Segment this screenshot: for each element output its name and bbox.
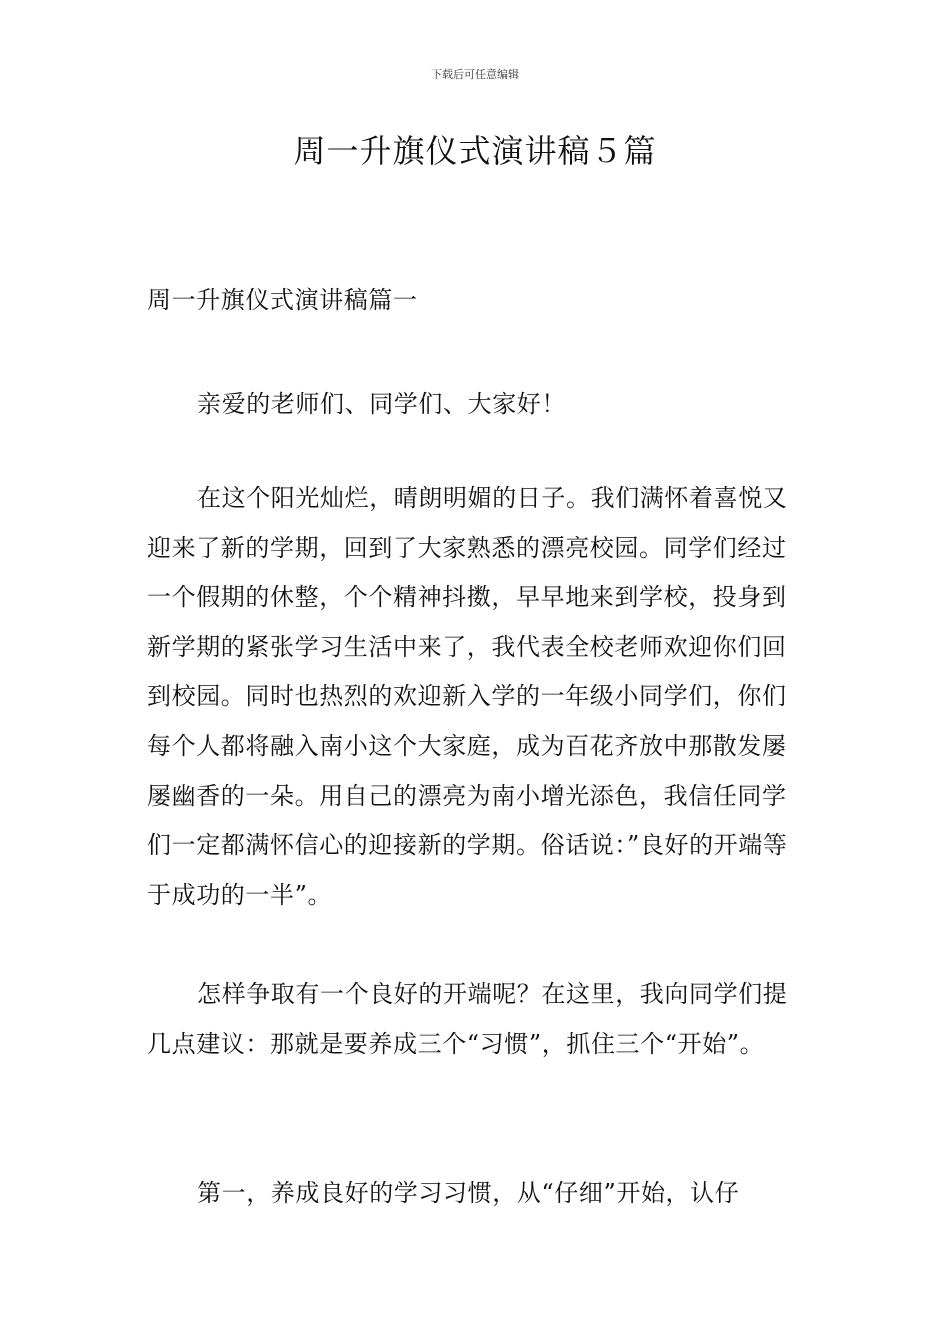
paragraph-first-habit: 第一，养成良好的学习习惯，从“仔细”开始，认仔 (197, 1179, 740, 1207)
download-note: 下载后可任意编辑 (431, 68, 519, 81)
paragraph-greeting: 亲爱的老师们、同学们、大家好！ (197, 390, 566, 418)
paragraph-opening: 在这个阳光灿烂，晴朗明媚的日子。我们满怀着喜悦又迎来了新的学期，回到了大家熟悉的漂亮校园。同学们经过一个假期的休整，个个精神抖擞，早早地来到学校，投身到新学期的紧张学习生活中来了，我代表全校老师欢迎你们回到校园。同时也热烈的欢迎新入学的一年级小同学们，你们每个人都将融入南小这个大家庭，成为百花齐放中那散发屡屡幽香的一朵。用自己的漂亮为南小增光添色，我信任同学们一定都满怀信心的迎接新的学期。俗话说：”良好的开端等于成功的一半”。 (147, 484, 788, 909)
document-title: 周一升旗仪式演讲稿５篇 (293, 132, 657, 170)
paragraph-suggestions: 怎样争取有一个良好的开端呢？在这里，我向同学们提几点建议：那就是要养成三个“习惯”，抓住三个“开始”。 (147, 980, 788, 1058)
section-title: 周一升旗仪式演讲稿篇一 (147, 286, 418, 314)
